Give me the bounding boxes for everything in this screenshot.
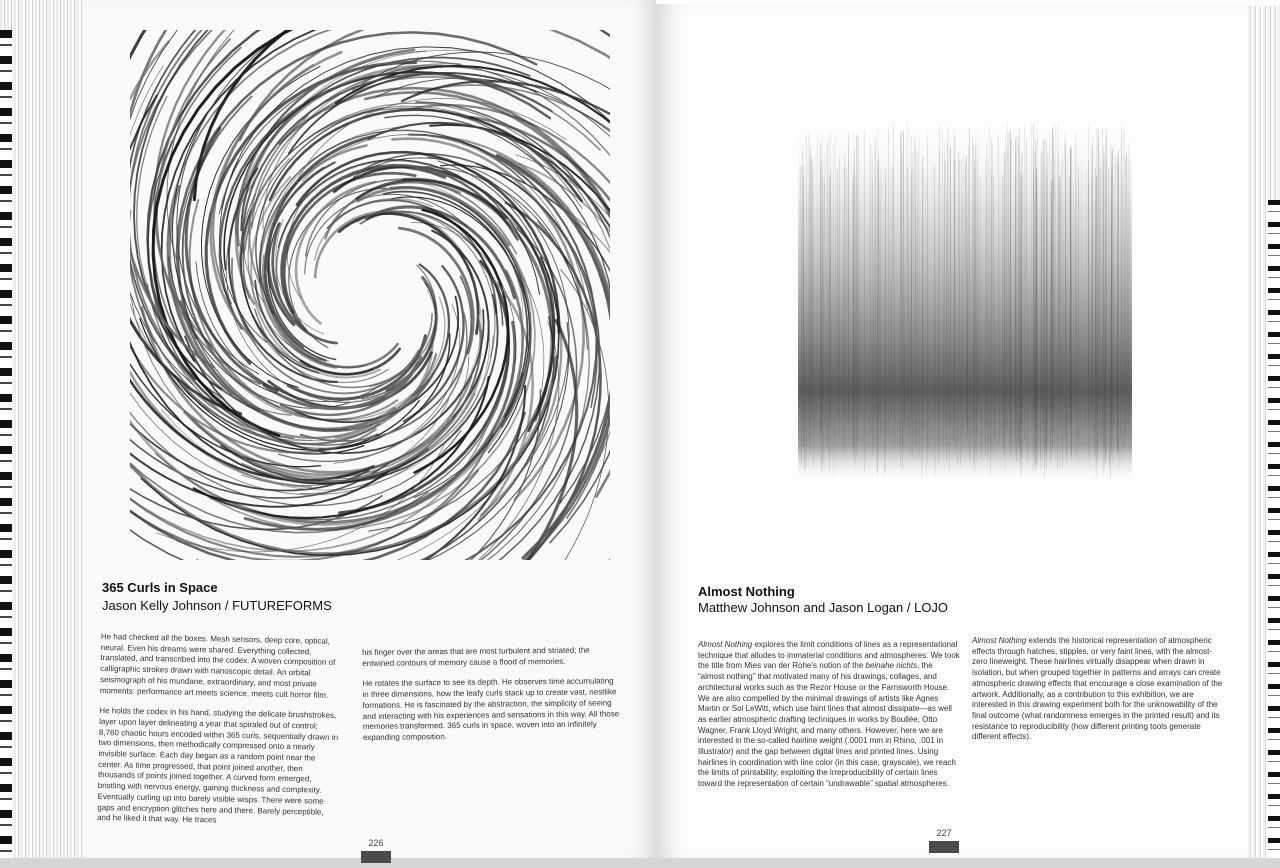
artist-byline-right: Matthew Johnson and Jason Logan / LOJO	[698, 600, 949, 615]
italic-phrase: beinahe nichts	[865, 661, 918, 671]
spiral-curl-stroke	[202, 66, 320, 387]
folio-tab-left	[361, 851, 391, 863]
spiral-curl-stroke	[474, 194, 562, 515]
paragraph: his finger over the areas that are most turbulent and striated; the entwined contours of memory cause a flood of memories.	[362, 645, 590, 668]
page-edge-markers-right	[1268, 200, 1280, 860]
body-column-right-2	[972, 636, 1226, 753]
page-number-right: 227	[936, 828, 952, 838]
hairline-drawing-artwork	[790, 110, 1140, 490]
folio-tab-right	[929, 841, 959, 853]
page-number-left: 226	[368, 838, 384, 848]
paragraph: He holds the codex in his hand, studying the delicate brushstrokes, layer upon layer delineating a year that spiraled out of control; 8,760 chaotic hours encoded within 365 curls, sequentially drawn in two dimensions, then methodically compressed onto a nearly invisible surface. Each day began as a random point near the center. As time progressed, that point joined another, then thousands of points joined together. A curved form emerged, bristling with nervous energy, gaining thickness and complexity. Eventually curling up into barely visible wisps. There were some gaps and encryption glitches here and there. Barely perceptible, and he liked it that way. He traces	[97, 706, 339, 825]
body-column-left-2	[362, 645, 621, 753]
italic-title: Almost Nothing	[972, 636, 1027, 645]
text-run: extends the historical representation of atmospheric effects through hatches, stipples, or very faint lines, with the almost-zero lineweight. These hairlines virtually disappear when drawn in isolation, but when grouped together in patterns and arrays can create atmospheric drawing effects that encourage a close examination of the artwork. Additionally, as a contribution to this exhibition, we are interested in this drawing experiment both for the unknowability of the final outcome (what randomness emerges in the printed result) and its resistance to reproducibility (how different printing tools generate different effects).	[972, 636, 1223, 742]
book-bottom-edge	[0, 858, 1280, 868]
spiral-curls-artwork	[130, 30, 610, 560]
paragraph	[972, 636, 1226, 743]
paragraph: He rotates the surface to see its depth. He observes time accumulating in three dimensions, how the leafy curls stack up to create vast, nestlike formations. He is fascinated by the abstraction, the simplicity of seeing and interacting with his experiences and sensations in this way. All those memories transformed. 365 curls in space, woven into an infinitely expanding composition.	[362, 676, 620, 742]
artwork-title-right: Almost Nothing	[698, 584, 795, 599]
artist-byline-left: Jason Kelly Johnson / FUTUREFORMS	[102, 598, 332, 613]
text-run: , the “almost nothing” that motivated many of his drawings, collages, and architectural works such as the Rezor House or the Farnsworth House. We are also compelled by the minimal drawings of artists like Agnes Martin or Sol LeWitt, which use faint lines that almost dissipate—as well as earlier atmospheric drafting techniques in works by Boullée, Otto Wagner, Frank Lloyd Wright, and many others. However, here we are interested in the so-called hairline weight (.0001 mm in Rhino, .001 in Illustrator) and the gap between digital lines and printed lines. Using hairlines in coordination with line color (in this case, grayscale), we reach the limits of printability, exploiting the irreproducibility of certain lines toward the representation of certain “undrawable” spatial atmospheres.	[698, 661, 956, 789]
text-run: explores the limit conditions of lines as a representational technique that alludes to immaterial conditions and atmospheres. We took the title from Mies van der Rohe’s notion of the	[698, 640, 960, 671]
spiral-curl-stroke	[360, 212, 502, 325]
artwork-title-left: 365 Curls in Space	[102, 580, 218, 595]
page-stack-left	[0, 0, 82, 860]
paragraph: He had checked all the boxes. Mesh sensors, deep core, optical, neural. Even his dreams were shared. Everything collected, translated, and transcribed into the codex. A woven composition of calligraphic strokes drawn with nanoscopic detail. An orbital seismograph of his mundane, extraordinary, and most private moments: performance art meets science, meets cult horror film.	[99, 632, 336, 700]
page-edge-markers-left	[0, 30, 12, 860]
body-column-right-1	[698, 640, 960, 800]
italic-title: Almost Nothing	[698, 640, 753, 649]
body-column-left-1	[97, 632, 341, 839]
paragraph	[698, 640, 960, 790]
